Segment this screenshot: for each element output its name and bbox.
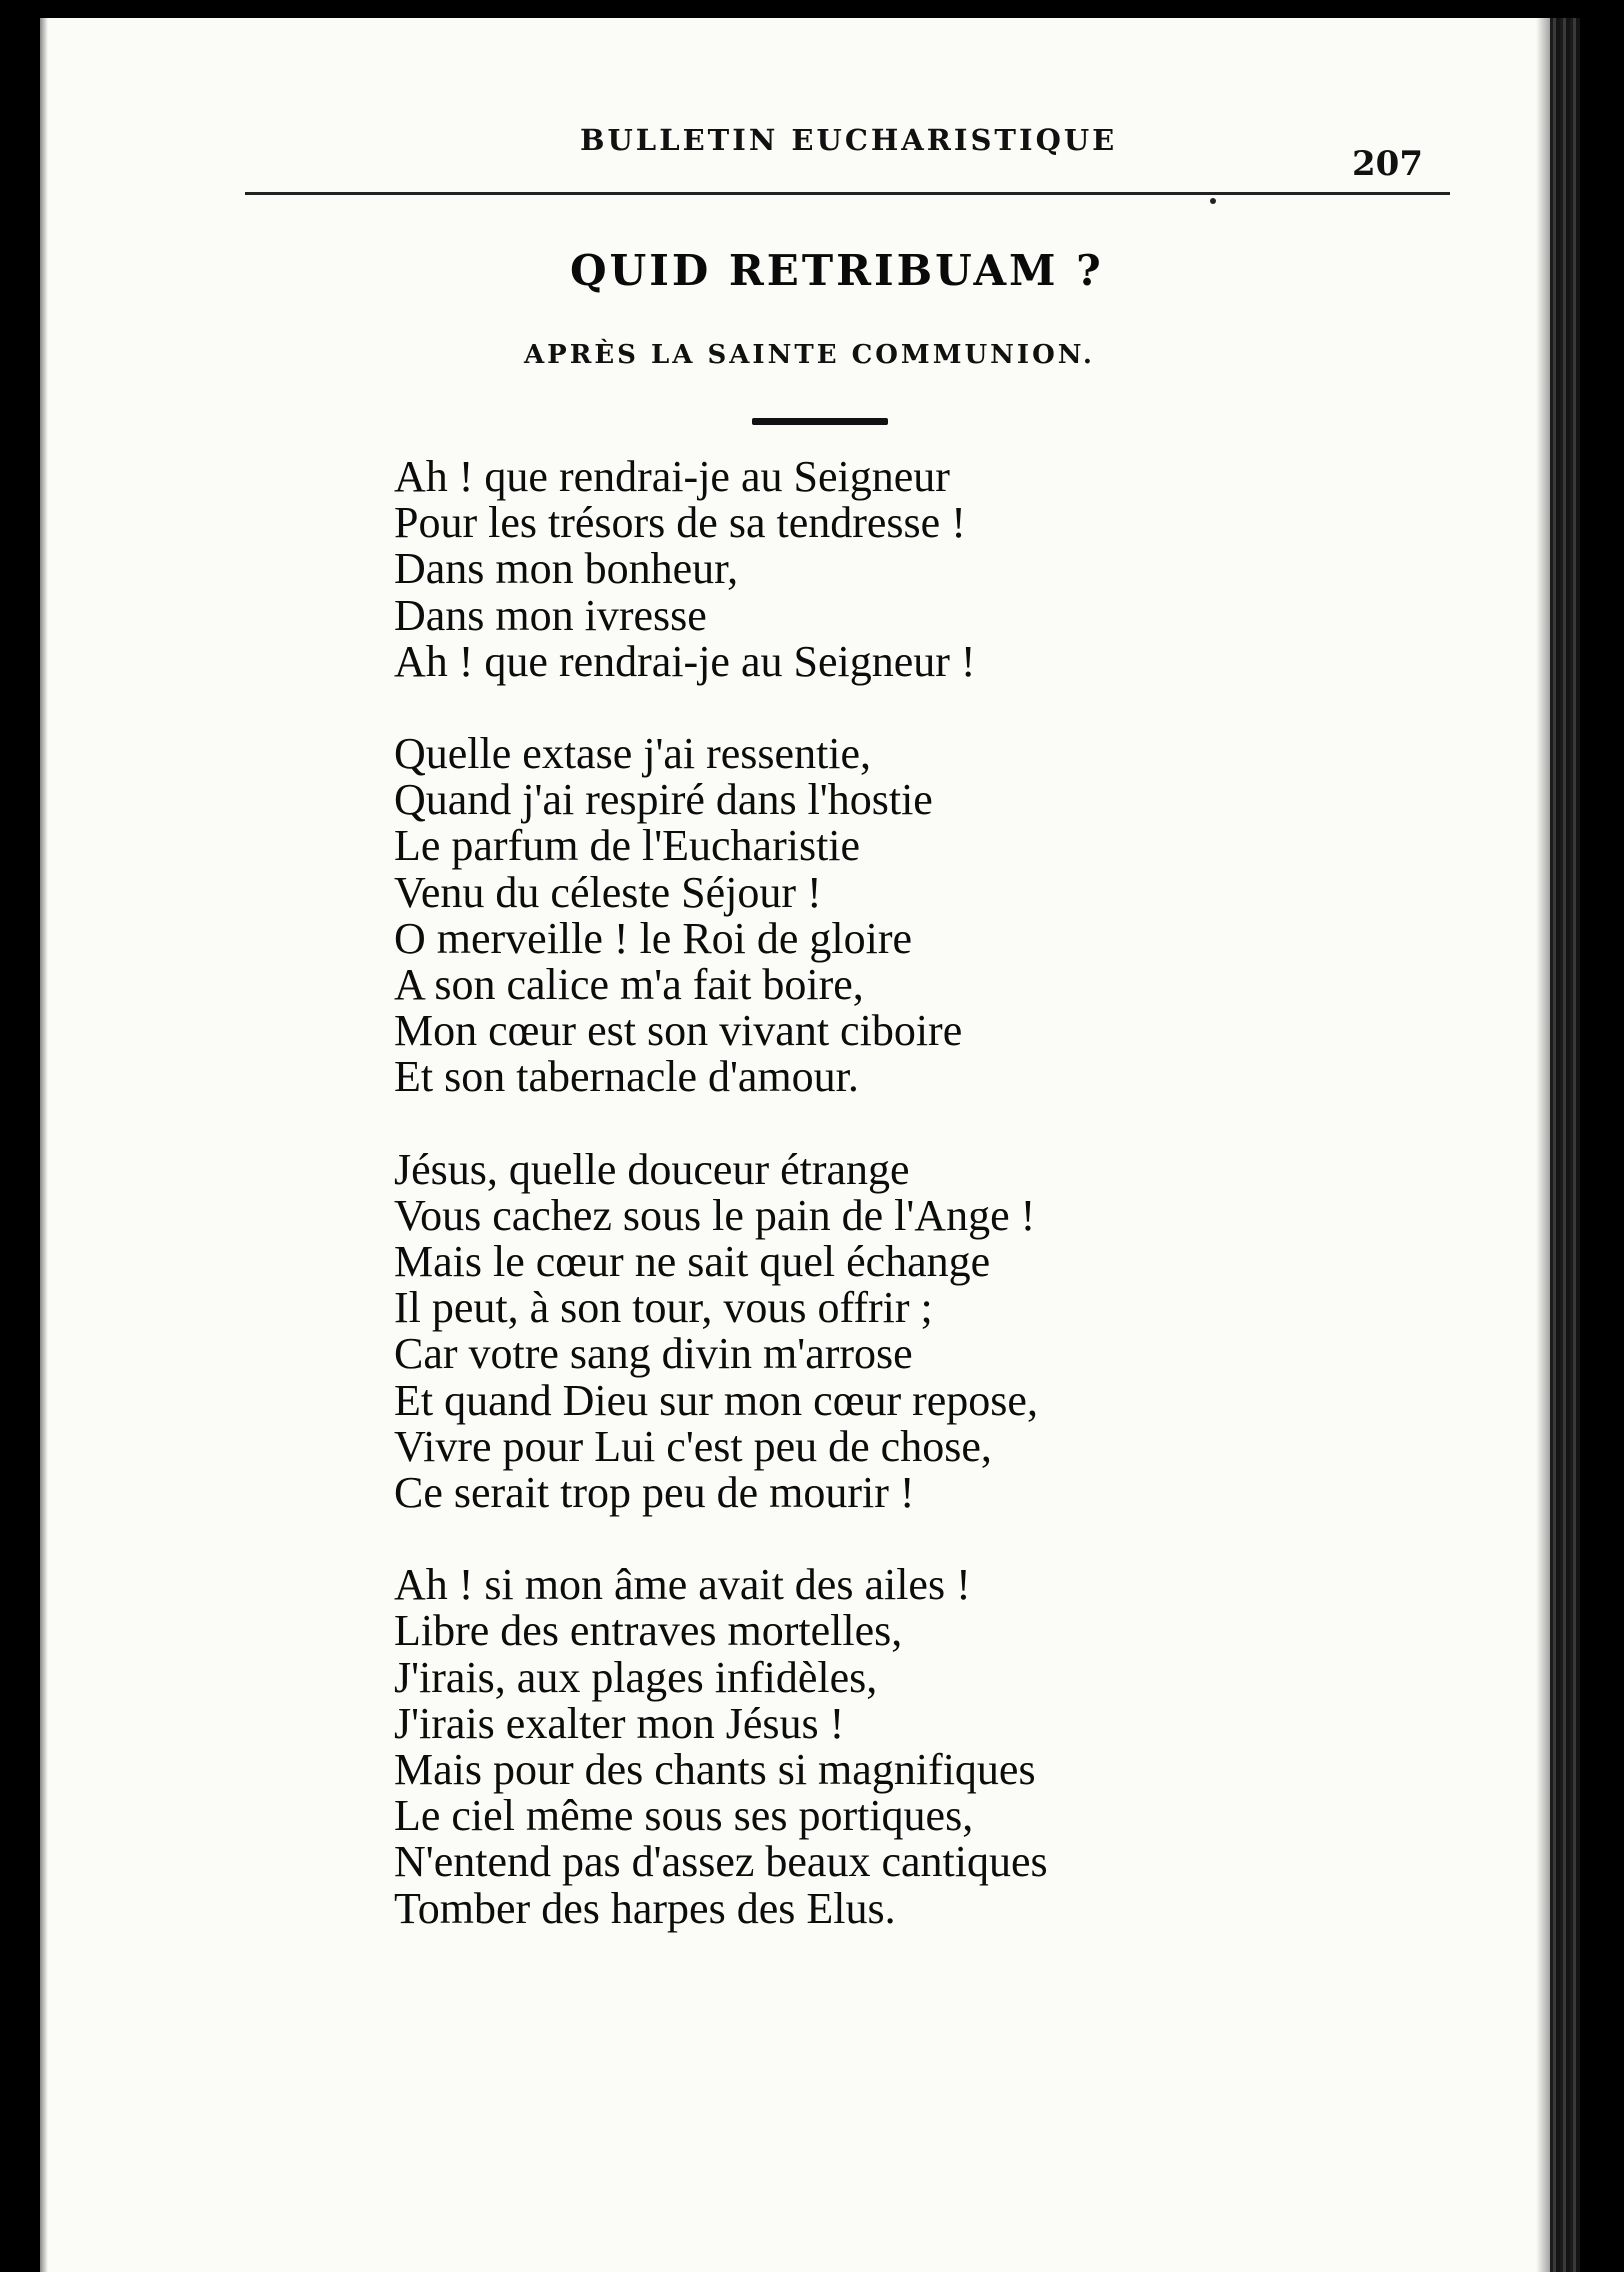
book-page	[40, 18, 1580, 2272]
verse-line: J'irais, aux plages infidèles,	[394, 1652, 878, 1702]
running-head: BULLETIN EUCHARISTIQUE	[580, 123, 1118, 157]
stanza	[394, 1562, 1294, 1932]
verse-line: Libre des entraves mortelles,	[394, 1606, 903, 1656]
verse-line: J'irais exalter mon Jésus !	[394, 1698, 845, 1748]
verse-line: Et quand Dieu sur mon cœur repose,	[394, 1375, 1038, 1425]
verse-line: A son calice m'a fait boire,	[394, 960, 864, 1010]
verse-line: Quelle extase j'ai ressentie,	[394, 729, 872, 779]
verse-line: O merveille ! le Roi de gloire	[394, 913, 913, 963]
stanza	[394, 1144, 1294, 1518]
verse-line: Tomber des harpes des Elus.	[394, 1883, 896, 1933]
stanza	[394, 731, 1294, 1101]
stanza	[394, 454, 1294, 685]
verse-line: Ah ! si mon âme avait des ailes !	[394, 1560, 971, 1610]
page-number: 207	[1352, 144, 1423, 184]
poem-body	[394, 454, 1294, 1932]
verse-line: Venu du céleste Séjour !	[394, 867, 822, 917]
verse-line: Le ciel même sous ses portiques,	[394, 1791, 974, 1841]
verse-line: Ah ! que rendrai-je au Seigneur	[394, 452, 950, 501]
verse-line: Pour les trésors de sa tendresse !	[394, 498, 966, 548]
verse-line: Dans mon bonheur,	[394, 544, 739, 594]
verse-line: Car votre sang divin m'arrose	[394, 1329, 913, 1379]
title-ornament-rule	[752, 418, 888, 425]
page-left-shadow	[40, 18, 48, 2272]
book-binding-edge	[1550, 18, 1580, 2272]
verse-line: Mon cœur est son vivant ciboire	[394, 1006, 963, 1056]
verse-line: Ce serait trop peu de mourir !	[394, 1468, 915, 1518]
verse-line: Il peut, à son tour, vous offrir ;	[394, 1283, 933, 1333]
verse-line: Ah ! que rendrai-je au Seigneur !	[394, 636, 976, 686]
poem-subtitle: APRÈS LA SAINTE COMMUNION.	[524, 340, 1095, 370]
poem-title: QUID RETRIBUAM ?	[570, 246, 1104, 295]
verse-line: Dans mon ivresse	[394, 590, 707, 640]
verse-line: Mais le cœur ne sait quel échange	[394, 1237, 991, 1287]
page-edge-shadow	[1536, 18, 1550, 2272]
verse-line: Et son tabernacle d'amour.	[394, 1052, 859, 1102]
header-rule	[245, 192, 1450, 195]
verse-line: Vous cachez sous le pain de l'Ange !	[394, 1190, 1036, 1240]
ink-speck	[1210, 198, 1216, 204]
verse-line: N'entend pas d'assez beaux cantiques	[394, 1837, 1048, 1887]
verse-line: Le parfum de l'Eucharistie	[394, 821, 861, 871]
verse-line: Vivre pour Lui c'est peu de chose,	[394, 1421, 992, 1471]
verse-line: Quand j'ai respiré dans l'hostie	[394, 775, 933, 825]
verse-line: Mais pour des chants si magnifiques	[394, 1745, 1036, 1795]
verse-line: Jésus, quelle douceur étrange	[394, 1144, 910, 1194]
